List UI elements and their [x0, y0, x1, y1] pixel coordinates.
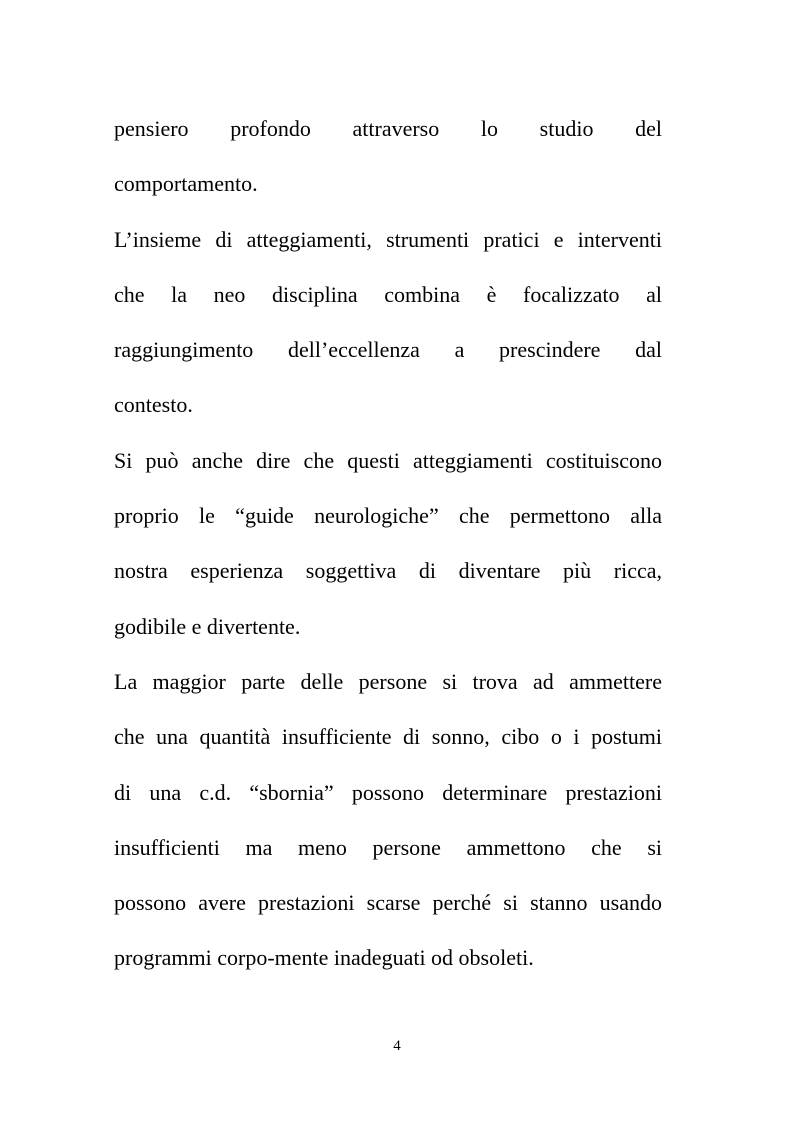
body-text	[114, 101, 662, 986]
text-line: contesto.	[114, 392, 193, 418]
page-number: 4	[393, 1038, 401, 1054]
text-line: programmi corpo-mente inadeguati od obsoleti.	[114, 945, 534, 971]
text-line: che una quantità insufficiente di sonno, cibo o i postumi	[114, 724, 662, 750]
text-line: nostra esperienza soggettiva di diventare più ricca,	[114, 558, 662, 584]
text-line: La maggior parte delle persone si trova ad ammettere	[114, 668, 662, 694]
text-line: L’insieme di atteggiamenti, strumenti pratici e interventi	[114, 226, 662, 252]
text-line: Si può anche dire che questi atteggiamenti costituiscono	[114, 447, 662, 473]
text-line: di una c.d. “sbornia” possono determinare prestazioni	[114, 779, 662, 805]
text-line: raggiungimento dell’eccellenza a prescindere dal	[114, 337, 662, 363]
text-line: che la neo disciplina combina è focalizzato al	[114, 281, 662, 307]
text-line: comportamento.	[114, 171, 258, 197]
text-line: insufficienti ma meno persone ammettono che si	[114, 834, 662, 860]
text-line: godibile e divertente.	[114, 613, 301, 639]
text-line: possono avere prestazioni scarse perché si stanno usando	[114, 890, 662, 916]
text-line: pensiero profondo attraverso lo studio del	[114, 116, 662, 141]
text-line: proprio le “guide neurologiche” che permettono alla	[114, 503, 662, 529]
